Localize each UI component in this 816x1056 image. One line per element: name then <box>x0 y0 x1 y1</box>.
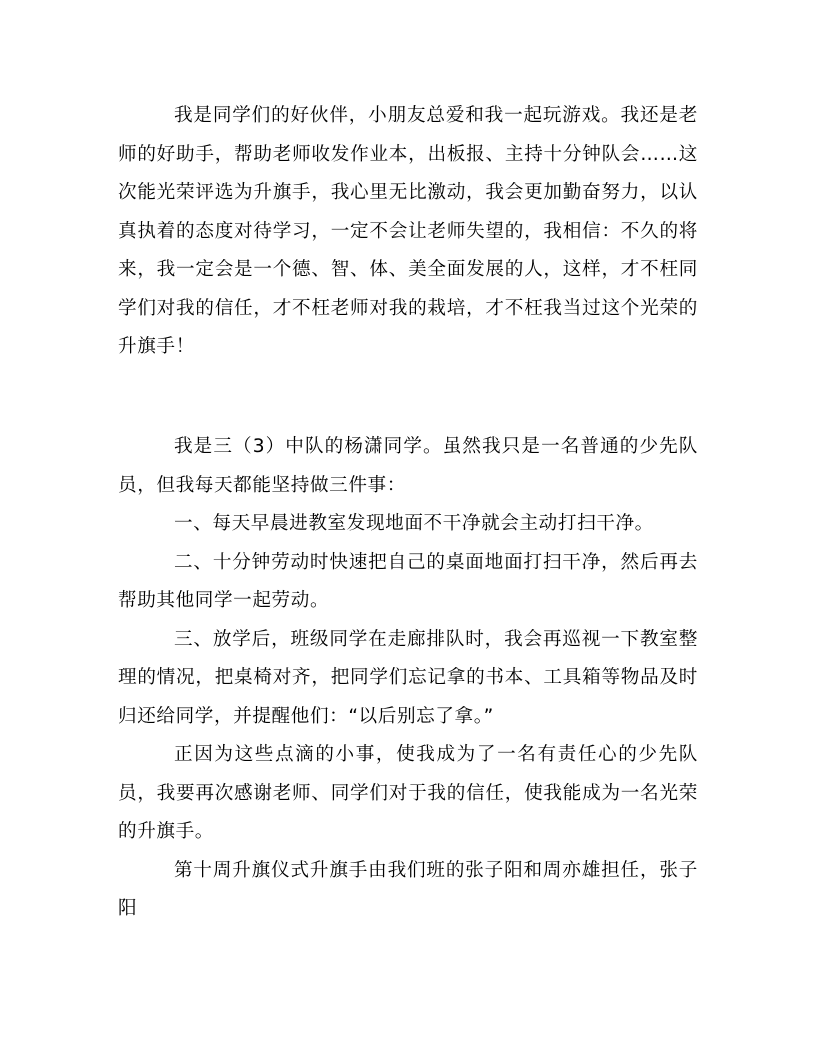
paragraph: 一、每天早晨进教室发现地面不干净就会主动打扫干净。 <box>174 513 654 534</box>
paragraph: 我是同学们的好伙伴，小朋友总爱和我一起玩游戏。我还是老师的好助手，帮助老师收发作业本，出板报、主持十分钟队会……这次能光荣评选为升旗手，我心里无比激动，我会更加勤奋努力，以认真执着的态度对待学习，一定不会让老师失望的，我相信：不久的将来，我一定会是一个德、智、体、美全面发展的人，这样，才不枉同学们对我的信任，才不枉老师对我的栽培，才不枉我当过这个光荣的升旗手！ <box>118 105 698 357</box>
paragraph: 正因为这些点滴的小事，使我成为了一名有责任心的少先队员，我要再次感谢老师、同学们对于我的信任，使我能成为一名光荣的升旗手。 <box>118 744 698 842</box>
paragraph: 三、放学后，班级同学在走廊排队时，我会再巡视一下教室整理的情况，把桌椅对齐，把同学们忘记拿的书本、工具箱等物品及时归还给同学，并提醒他们：“以后别忘了拿。” <box>118 628 698 727</box>
paragraph: 我是三（3）中队的杨潇同学。虽然我只是一名普通的少先队员，但我每天都能坚持做三件事： <box>118 436 698 496</box>
text-block-2 <box>118 428 698 929</box>
paragraph: 二、十分钟劳动时快速把自己的桌面地面打扫干净，然后再去帮助其他同学一起劳动。 <box>118 551 698 611</box>
text-block-1 <box>118 97 698 367</box>
paragraph: 第十周升旗仪式升旗手由我们班的张子阳和周亦雄担任，张子阳 <box>118 859 698 919</box>
